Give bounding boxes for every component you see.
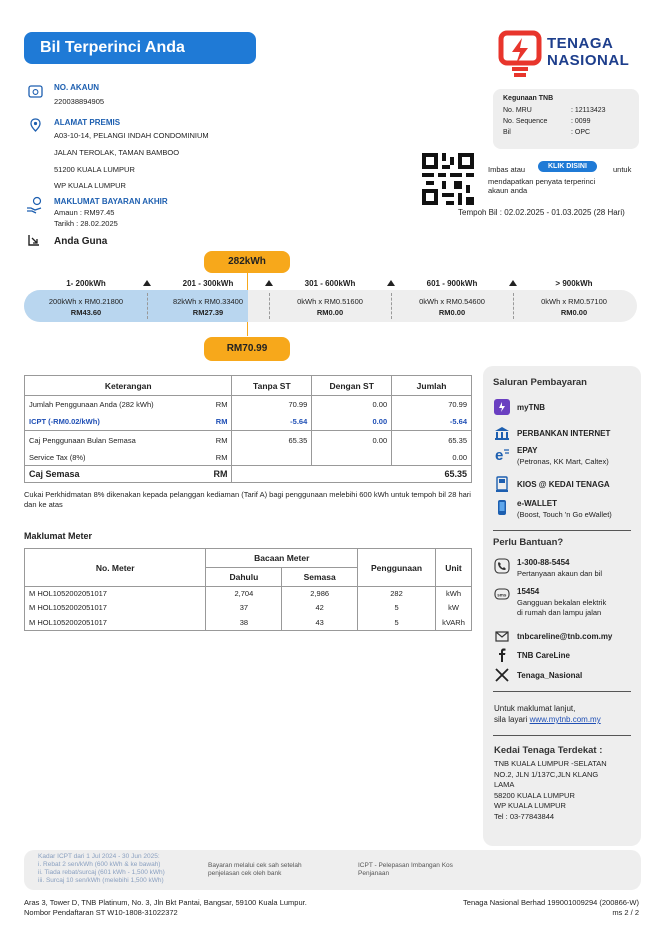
divider	[493, 735, 631, 736]
location-icon	[28, 118, 43, 133]
mytnb-link[interactable]: www.mytnb.com.my	[529, 715, 601, 724]
col-keterangan: Keterangan	[25, 376, 232, 396]
qr-desc-1: mendapatkan penyata terperinci	[488, 177, 596, 186]
phone-icon	[494, 558, 510, 574]
help-sms[interactable]: sms 15454 Gangguan bekalan elektrik di rumah dan lampu jalan	[494, 587, 606, 618]
charges-table	[24, 375, 472, 483]
col-no-meter: No. Meter	[25, 549, 206, 587]
kiosk-icon	[494, 476, 510, 492]
table-row: Service Tax (8%) RM 0.00	[25, 451, 472, 466]
premise-line1: A03-10-14, PELANGI INDAH CONDOMINIUM	[54, 131, 209, 140]
bill-period: Tempoh Bil : 02.02.2025 - 01.03.2025 (28 Hari)	[458, 208, 625, 217]
help-x[interactable]: Tenaga_Nasional	[494, 667, 582, 683]
col-penggunaan: Penggunaan	[358, 549, 436, 587]
icpt-rate-notes: Kadar ICPT dari 1 Jul 2024 - 30 Jun 2025: i. Rebat 2 sen/kWh (600 kWh & ke bawah) ii. Tiada rebat/surcaj (601 kWh - 1,500 kWh) iii. Surcaj 10 sen/kWh (melebihi 1,500 kWh)	[38, 853, 165, 884]
ref-row: No. Sequence : 0099	[503, 118, 591, 125]
col-semasa: Semasa	[282, 568, 358, 587]
tier-boundary-marker	[387, 280, 395, 286]
usage-total-kwh: 282kWh	[204, 251, 290, 273]
epay-icon	[494, 446, 510, 462]
facebook-icon	[494, 647, 510, 663]
charges-header-row	[25, 376, 472, 396]
channel-epay[interactable]: e EPAY (Petronas, KK Mart, Caltex)	[495, 446, 609, 466]
ewallet-phone-icon	[494, 499, 510, 515]
tnb-logo-icon	[498, 30, 542, 80]
table-row: M HOL1052002051017 38 43 5 kVARh	[25, 615, 472, 631]
account-number: 220038894905	[54, 97, 105, 106]
last-payment-date: Tarikh : 28.02.2025	[54, 219, 118, 228]
tier-range: 1- 200kWh	[66, 279, 106, 288]
usage-chart-icon	[28, 234, 40, 246]
cheque-note: Bayaran melalui cek sah setelah penjelasan cek oleh bank	[208, 862, 302, 877]
branch-heading: Kedai Tenaga Terdekat :	[494, 745, 603, 756]
tier-boundary-marker	[265, 280, 273, 286]
channel-mytnb[interactable]: myTNB	[494, 399, 545, 415]
more-info-text: Untuk maklumat lanjut,	[494, 704, 576, 713]
tier-boundary-marker	[509, 280, 517, 286]
qr-scan-text: Imbas atau	[488, 165, 526, 174]
table-row: M HOL1052002051017 37 42 5 kW	[25, 601, 472, 615]
branch-address: TNB KUALA LUMPUR -SELATAN NO.2, JLN 1/137C,JLN KLANG LAMA 58200 KUALA LUMPUR WP KUALA LUMPUR Tel : 03-77843844	[494, 759, 607, 821]
last-payment-label: MAKLUMAT BAYARAN AKHIR	[54, 197, 168, 206]
more-info-text-2: sila layari www.mytnb.com.my	[494, 715, 601, 724]
account-label: NO. AKAUN	[54, 83, 100, 92]
help-facebook[interactable]: TNB CareLine	[494, 647, 570, 663]
tier-cell: 200kWh x RM0.21800 RM43.60	[48, 297, 124, 317]
col-bacaan-meter: Bacaan Meter	[206, 549, 358, 568]
col-unit: Unit	[435, 549, 471, 587]
mail-icon	[494, 628, 510, 644]
footer-company: Tenaga Nasional Berhad 199001009294 (200866-W) ms 2 / 2	[463, 898, 639, 917]
payment-hand-icon	[26, 196, 44, 214]
mytnb-app-icon	[494, 399, 510, 415]
help-heading: Perlu Bantuan?	[493, 537, 564, 548]
qr-code[interactable]	[422, 153, 474, 205]
meter-heading: Maklumat Meter	[24, 531, 93, 541]
last-payment-amount: Amaun : RM97.45	[54, 208, 115, 217]
tier-boundary-marker	[143, 280, 151, 286]
tier-cell: 0kWh x RM0.57100 RM0.00	[541, 297, 607, 317]
tier-range: 201 - 300kWh	[182, 279, 234, 288]
channel-internet-banking[interactable]: PERBANKAN INTERNET	[494, 425, 610, 441]
table-row: Caj Penggunaan Bulan Semasa RM 65.35 0.00 65.35	[25, 431, 472, 451]
divider	[493, 691, 631, 692]
channel-ewallet[interactable]: e-WALLET (Boost, Touch 'n Go eWallet)	[494, 499, 612, 519]
col-dengan-st: Dengan ST	[312, 376, 392, 396]
tier-cell: 0kWh x RM0.51600 RM0.00	[297, 297, 363, 317]
tnb-reference-box: Kegunaan TNB No. MRU : 12113423 No. Sequence : 0099 Bil : OPC	[493, 89, 639, 149]
x-twitter-icon	[494, 667, 510, 683]
total-row: Caj Semasa RM 65.35	[25, 466, 472, 483]
qr-desc-2: akaun anda	[488, 186, 528, 195]
help-phone[interactable]: 1-300-88-5454 Pertanyaan akaun dan bil	[494, 558, 602, 578]
ref-row: Bil : OPC	[503, 129, 591, 136]
tnb-logo-text: TENAGA NASIONAL	[547, 35, 630, 69]
service-tax-note: Cukai Perkhidmatan 8% dikenakan kepada pelanggan kediaman (Tarif A) bagi penggunaan melebihi 600 kWh untuk tempoh bil 28 hari dan ke atas	[24, 490, 471, 509]
table-row: Jumlah Penggunaan Anda (282 kWh) RM 70.99 0.00 70.99	[25, 396, 472, 414]
tier-range: > 900kWh	[555, 279, 593, 288]
tier-range: 301 - 600kWh	[304, 279, 356, 288]
meter-table	[24, 548, 472, 631]
klik-disini-button[interactable]: KLIK DISINI	[538, 161, 597, 172]
account-icon	[28, 84, 43, 99]
svg-text:sms: sms	[497, 592, 507, 598]
premise-line3: 51200 KUALA LUMPUR	[54, 165, 135, 174]
ref-row: No. MRU : 12113423	[503, 107, 606, 114]
channel-kiosk[interactable]: KIOS @ KEDAI TENAGA	[494, 476, 610, 492]
usage-total-rm: RM70.99	[204, 337, 290, 361]
premise-line4: WP KUALA LUMPUR	[54, 181, 126, 190]
payment-channels-heading: Saluran Pembayaran	[493, 377, 587, 388]
qr-suffix: untuk	[613, 165, 632, 174]
tier-range: 601 - 900kWh	[426, 279, 478, 288]
premise-line2: JALAN TEROLAK, TAMAN BAMBOO	[54, 148, 180, 157]
divider	[493, 530, 631, 531]
usage-heading: Anda Guna	[54, 236, 108, 247]
premise-label: ALAMAT PREMIS	[54, 118, 121, 127]
col-tanpa-st: Tanpa ST	[232, 376, 312, 396]
col-dahulu: Dahulu	[206, 568, 282, 587]
table-row: ICPT (-RM0.02/kWh) RM -5.64 0.00 -5.64	[25, 414, 472, 431]
table-row: M HOL1052002051017 2,704 2,986 282 kWh	[25, 587, 472, 601]
tier-cell: 0kWh x RM0.54600 RM0.00	[419, 297, 485, 317]
svg-text:e: e	[495, 447, 504, 462]
help-email[interactable]: tnbcareline@tnb.com.my	[494, 628, 612, 644]
bank-icon	[494, 425, 510, 441]
sms-icon	[494, 587, 510, 603]
icpt-definition: ICPT - Pelepasan Imbangan Kos Penjanaan	[358, 862, 453, 877]
page-title: Bil Terperinci Anda	[24, 32, 256, 64]
footer-address: Aras 3, Tower D, TNB Platinum, No. 3, Jln Bkt Pantai, Bangsar, 59100 Kuala Lumpur. Nombor Pendaftaran ST W10-1808-31022372	[24, 898, 307, 917]
tier-cell: 82kWh x RM0.33400 RM27.39	[172, 297, 244, 317]
col-jumlah: Jumlah	[392, 376, 472, 396]
